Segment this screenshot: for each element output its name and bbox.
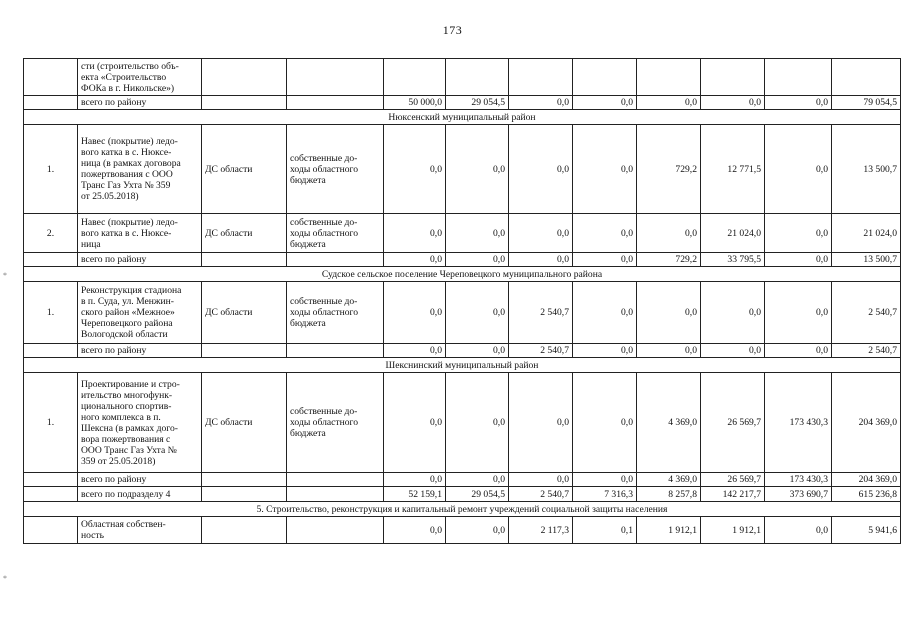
empty-cell xyxy=(701,59,765,96)
value-cell: 0,0 xyxy=(509,473,573,487)
value-cell: 0,0 xyxy=(446,344,509,358)
index-cell xyxy=(24,96,78,110)
project-row xyxy=(24,125,901,214)
section-title: 5. Строительство, реконструкция и капитальный ремонт учреждений социальной защиты населения xyxy=(24,502,901,517)
funding-source: собственные до- ходы областного бюджета xyxy=(287,282,384,344)
value-cell: 4 369,0 xyxy=(637,473,701,487)
value-cell: 0,0 xyxy=(446,373,509,473)
value-cell: 0,0 xyxy=(573,473,637,487)
empty-cell xyxy=(637,59,701,96)
value-cell: 0,0 xyxy=(446,125,509,214)
value-cell: 0,0 xyxy=(509,125,573,214)
value-cell: 0,0 xyxy=(573,373,637,473)
subsection-total-row xyxy=(24,487,901,502)
project-name: сти (строительство объ- екта «Строительство ФОКа в г. Никольске») xyxy=(78,59,202,96)
empty-cell xyxy=(384,59,446,96)
project-name: Навес (покрытие) ледо- вого катка в с. Нюксе- ница (в рамках договора пожертвования с ООО Транс Газ Ухта № 359 от 25.05.2018) xyxy=(78,125,202,214)
empty-cell xyxy=(446,59,509,96)
value-cell: 0,0 xyxy=(384,473,446,487)
organization: ДС области xyxy=(202,214,287,253)
funding-source: собственные до- ходы областного бюджета xyxy=(287,125,384,214)
value-cell: 13 500,7 xyxy=(832,125,901,214)
organization: ДС области xyxy=(202,282,287,344)
value-cell: 0,0 xyxy=(573,253,637,267)
value-cell: 0,0 xyxy=(384,344,446,358)
value-cell: 7 316,3 xyxy=(573,487,637,502)
section-header-row xyxy=(24,502,901,517)
section-header-row xyxy=(24,110,901,125)
value-cell: 79 054,5 xyxy=(832,96,901,110)
value-cell: 0,0 xyxy=(765,344,832,358)
value-cell: 204 369,0 xyxy=(832,373,901,473)
empty-cell xyxy=(202,473,287,487)
value-cell: 0,0 xyxy=(701,344,765,358)
value-cell: 0,0 xyxy=(384,373,446,473)
organization: ДС области xyxy=(202,125,287,214)
value-cell: 0,0 xyxy=(509,96,573,110)
value-cell: 0,0 xyxy=(701,96,765,110)
value-cell: 0,0 xyxy=(573,214,637,253)
margin-mark: * xyxy=(3,574,7,583)
total-row xyxy=(24,253,901,267)
value-cell: 1 912,1 xyxy=(637,517,701,544)
value-cell: 33 795,5 xyxy=(701,253,765,267)
value-cell: 0,0 xyxy=(446,253,509,267)
value-cell: 0,0 xyxy=(446,282,509,344)
value-cell: 0,0 xyxy=(637,282,701,344)
empty-cell xyxy=(287,517,384,544)
value-cell: 1 912,1 xyxy=(701,517,765,544)
value-cell: 373 690,7 xyxy=(765,487,832,502)
index-cell xyxy=(24,517,78,544)
row-index: 1. xyxy=(24,125,78,214)
value-cell: 0,0 xyxy=(509,253,573,267)
value-cell: 2 540,7 xyxy=(832,282,901,344)
value-cell: 615 236,8 xyxy=(832,487,901,502)
total-label: всего по району xyxy=(78,344,202,358)
empty-cell xyxy=(287,96,384,110)
value-cell: 0,0 xyxy=(765,517,832,544)
value-cell: 8 257,8 xyxy=(637,487,701,502)
value-cell: 2 540,7 xyxy=(832,344,901,358)
index-cell xyxy=(24,487,78,502)
page-number: 173 xyxy=(442,23,463,37)
value-cell: 0,0 xyxy=(573,344,637,358)
section-title: Шекснинский муниципальный район xyxy=(24,358,901,373)
section-title: Судское сельское поселение Череповецкого муниципального района xyxy=(24,267,901,282)
table-body xyxy=(24,59,901,544)
value-cell: 0,0 xyxy=(765,96,832,110)
margin-mark: * xyxy=(3,271,7,280)
empty-cell xyxy=(202,487,287,502)
project-row xyxy=(24,214,901,253)
value-cell: 2 117,3 xyxy=(509,517,573,544)
value-cell: 5 941,6 xyxy=(832,517,901,544)
value-cell: 0,0 xyxy=(446,473,509,487)
total-label: всего по району xyxy=(78,253,202,267)
total-label: всего по району xyxy=(78,96,202,110)
value-cell: 0,0 xyxy=(446,214,509,253)
project-row xyxy=(24,59,901,96)
project-name: Навес (покрытие) ледо- вого катка в с. Нюксе- ница xyxy=(78,214,202,253)
empty-cell xyxy=(287,344,384,358)
project-name: Реконструкция стадиона в п. Суда, ул. Менжин- ского район «Межное» Череповецкого района Вологодской области xyxy=(78,282,202,344)
value-cell: 0,0 xyxy=(384,214,446,253)
value-cell: 173 430,3 xyxy=(765,473,832,487)
empty-cell xyxy=(287,59,384,96)
value-cell: 0,0 xyxy=(765,214,832,253)
value-cell: 2 540,7 xyxy=(509,344,573,358)
value-cell: 0,0 xyxy=(765,253,832,267)
value-cell: 0,0 xyxy=(384,282,446,344)
organization: ДС области xyxy=(202,373,287,473)
row-index: 1. xyxy=(24,282,78,344)
value-cell: 173 430,3 xyxy=(765,373,832,473)
value-cell: 26 569,7 xyxy=(701,373,765,473)
value-cell: 0,0 xyxy=(765,125,832,214)
index-cell xyxy=(24,473,78,487)
total-label: всего по району xyxy=(78,473,202,487)
total-row xyxy=(24,344,901,358)
funding-source: собственные до- ходы областного бюджета xyxy=(287,373,384,473)
project-name: Проектирование и стро- ительство многофунк- ционального спортив- ного комплекса в п. Шексна (в рамках дого- вора пожертвования с ООО Транс Газ Ухта № 359 от 25.05.2018) xyxy=(78,373,202,473)
section-header-row xyxy=(24,358,901,373)
value-cell: 2 540,7 xyxy=(509,487,573,502)
value-cell: 12 771,5 xyxy=(701,125,765,214)
empty-cell xyxy=(202,59,287,96)
empty-cell xyxy=(287,473,384,487)
value-cell: 0,0 xyxy=(765,282,832,344)
value-cell: 0,0 xyxy=(637,214,701,253)
value-cell: 13 500,7 xyxy=(832,253,901,267)
value-cell: 0,0 xyxy=(573,96,637,110)
value-cell: 21 024,0 xyxy=(832,214,901,253)
value-cell: 0,1 xyxy=(573,517,637,544)
value-cell: 0,0 xyxy=(384,253,446,267)
value-cell: 0,0 xyxy=(637,344,701,358)
row-index: 1. xyxy=(24,373,78,473)
value-cell: 0,0 xyxy=(573,282,637,344)
value-cell: 0,0 xyxy=(637,96,701,110)
budget-table xyxy=(23,58,901,544)
total-row xyxy=(24,473,901,487)
empty-cell xyxy=(509,59,573,96)
project-name: Областная собствен- ность xyxy=(78,517,202,544)
value-cell: 204 369,0 xyxy=(832,473,901,487)
empty-cell xyxy=(832,59,901,96)
index-cell xyxy=(24,253,78,267)
row-index: 2. xyxy=(24,214,78,253)
value-cell: 0,0 xyxy=(446,517,509,544)
project-row xyxy=(24,282,901,344)
value-cell: 29 054,5 xyxy=(446,487,509,502)
value-cell: 0,0 xyxy=(701,282,765,344)
value-cell: 0,0 xyxy=(384,125,446,214)
value-cell: 29 054,5 xyxy=(446,96,509,110)
value-cell: 21 024,0 xyxy=(701,214,765,253)
empty-cell xyxy=(202,344,287,358)
value-cell: 142 217,7 xyxy=(701,487,765,502)
project-row xyxy=(24,373,901,473)
funding-source: собственные до- ходы областного бюджета xyxy=(287,214,384,253)
subsection-total-label: всего по подразделу 4 xyxy=(78,487,202,502)
empty-cell xyxy=(287,253,384,267)
value-cell: 0,0 xyxy=(573,125,637,214)
index-cell xyxy=(24,344,78,358)
empty-cell xyxy=(573,59,637,96)
empty-cell xyxy=(765,59,832,96)
index-cell xyxy=(24,59,78,96)
value-cell: 2 540,7 xyxy=(509,282,573,344)
empty-cell xyxy=(287,487,384,502)
empty-cell xyxy=(202,517,287,544)
empty-cell xyxy=(202,253,287,267)
value-cell: 0,0 xyxy=(509,214,573,253)
total-row xyxy=(24,96,901,110)
value-cell: 729,2 xyxy=(637,125,701,214)
section-header-row xyxy=(24,267,901,282)
value-cell: 0,0 xyxy=(384,517,446,544)
value-cell: 4 369,0 xyxy=(637,373,701,473)
section-title: Нюксенский муниципальный район xyxy=(24,110,901,125)
value-cell: 52 159,1 xyxy=(384,487,446,502)
value-cell: 729,2 xyxy=(637,253,701,267)
value-cell: 50 000,0 xyxy=(384,96,446,110)
value-cell: 26 569,7 xyxy=(701,473,765,487)
empty-cell xyxy=(202,96,287,110)
value-cell: 0,0 xyxy=(509,373,573,473)
project-row xyxy=(24,517,901,544)
